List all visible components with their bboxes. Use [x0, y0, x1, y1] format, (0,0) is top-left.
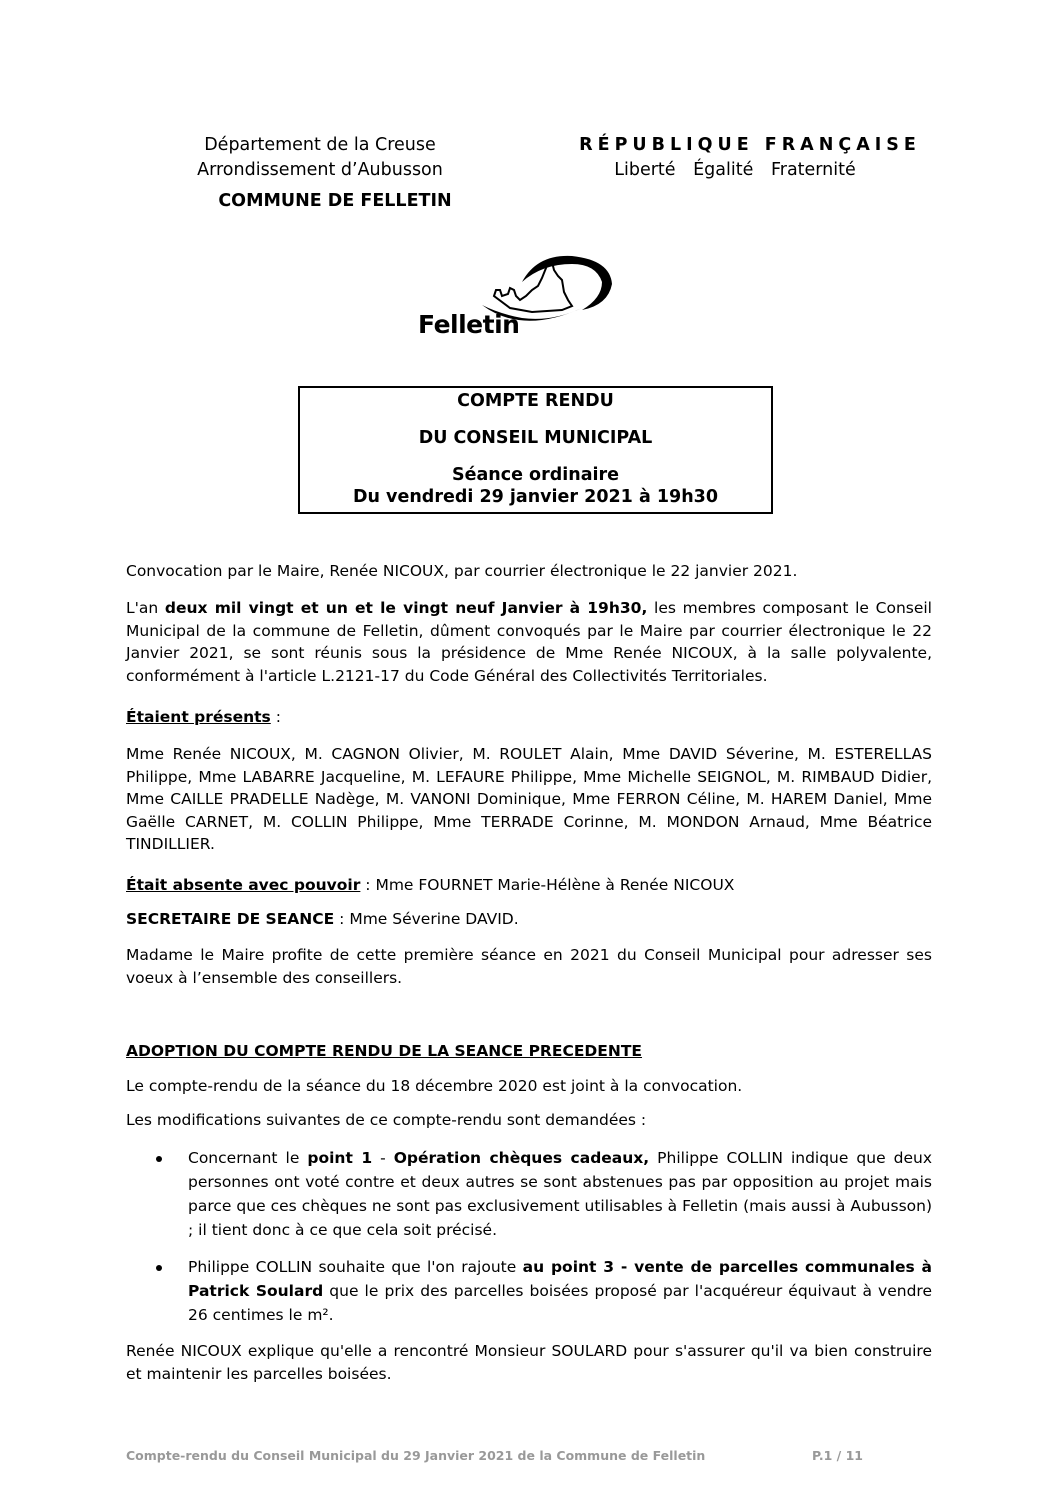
soulard-paragraph: Renée NICOUX explique qu'elle a rencontré Monsieur SOULARD pour s'assurer qu'il va bien construire et maintenir les parcelles boisées.	[126, 1342, 932, 1383]
bullet-dot	[156, 1156, 162, 1162]
b1-operation: Opération chèques cadeaux,	[393, 1149, 650, 1167]
b1-dash: -	[372, 1149, 394, 1167]
presents-list: Mme Renée NICOUX, M. CAGNON Olivier, M. ROULET Alain, Mme DAVID Séverine, M. ESTERELLAS Philippe, Mme LABARRE Jacqueline, M. LEFAURE Philippe, Mme Michelle SEIGNOL, M. RIMBAUD Didier, Mme CAILLE PRADELLE Nadège, M. VANONI Dominique, Mme FERRON Céline, M. HAREM Daniel, Mme Gaëlle CARNET, M. COLLIN Philippe, Mme TERRADE Corinne, M. MONDON Arnaud, Mme Béatrice TINDILLIER.	[126, 745, 932, 853]
motto-liberte: Liberté	[614, 160, 676, 180]
header-left	[150, 133, 490, 214]
b1-rest: Philippe COLLIN indique que deux personnes ont voté contre et deux autres se sont abstenues pas par opposition au projet mais parce que ces chèques ne sont pas exclusivement utilisables à Felletin (mais aussi à Aubusson) ; il tient donc à ce que cela soit précisé.	[188, 1149, 932, 1239]
title-box	[298, 386, 773, 514]
absent-text: : Mme FOURNET Marie-Hélène à Renée NICOUX	[360, 876, 735, 894]
title-compte-rendu: COMPTE RENDU	[457, 391, 614, 411]
page-footer	[126, 1448, 932, 1463]
title-conseil: DU CONSEIL MUNICIPAL	[418, 428, 653, 448]
department: Département de la Creuse	[204, 135, 436, 155]
presents-colon: :	[270, 708, 281, 726]
logo-text: Felletin	[418, 310, 520, 339]
secretary-label: SECRETAIRE DE SEANCE	[126, 910, 335, 928]
wishes-paragraph: Madame le Maire profite de cette première séance en 2021 du Conseil Municipal pour adresser ses voeux à l’ensemble des conseillers.	[126, 946, 932, 987]
absent-label: Était absente avec pouvoir	[126, 876, 361, 894]
presents-heading	[126, 706, 932, 729]
motto-egalite: Égalité	[693, 160, 754, 180]
b2-point: au point 3 - vente de parcelles communales à Patrick Soulard	[188, 1258, 932, 1300]
commune-name: COMMUNE DE FELLETIN	[218, 191, 452, 211]
bullet-item-1	[188, 1146, 932, 1242]
intro-start: L'an	[126, 599, 165, 617]
cr-joint-text: Le compte-rendu de la séance du 18 décembre 2020 est joint à la convocation.	[126, 1077, 743, 1095]
absent-line	[126, 874, 932, 897]
presents-label: Étaient présents	[126, 708, 271, 726]
title-date: Du vendredi 29 janvier 2021 à 19h30	[352, 487, 719, 507]
modifications-intro: Les modifications suivantes de ce compte-rendu sont demandées :	[126, 1111, 647, 1129]
secretary-line	[126, 908, 932, 931]
b2-rest: que le prix des parcelles boisées proposé par l'acquéreur équivaut à vendre 26 centimes le m².	[188, 1282, 932, 1324]
bullet-dot	[156, 1265, 162, 1271]
felletin-logo	[412, 250, 622, 350]
secretary-text: : Mme Séverine DAVID.	[334, 910, 519, 928]
title-seance: Séance ordinaire	[451, 465, 620, 485]
section-title: ADOPTION DU COMPTE RENDU DE LA SEANCE PRECEDENTE	[126, 1042, 643, 1060]
intro-rest: les membres composant le Conseil Municipal de la commune de Felletin, dûment convoqués par le Maire par courrier électronique le 22 Janvier 2021, se sont réunis sous la présidence de Mme Renée NICOUX, à la salle polyvalente, conformément à l'article L.2121-17 du Code Général des Collectivités Territoriales.	[126, 599, 932, 685]
convocation-text: Convocation par le Maire, Renée NICOUX, par courrier électronique le 22 janvier 2021.	[126, 562, 798, 580]
b2-start: Philippe COLLIN souhaite que l'on rajoute	[188, 1258, 523, 1276]
motto	[520, 158, 950, 183]
bullet-item-2	[188, 1255, 932, 1327]
intro-date-bold: deux mil vingt et un et le vingt neuf Janvier à 19h30,	[164, 599, 648, 617]
page-number: P.1 / 11	[812, 1448, 863, 1463]
b1-point: point 1	[307, 1149, 373, 1167]
b1-start: Concernant le	[188, 1149, 308, 1167]
arrondissement: Arrondissement d’Aubusson	[197, 160, 443, 180]
motto-fraternite: Fraternité	[770, 160, 856, 180]
republic-title: RÉPUBLIQUE FRANÇAISE	[579, 135, 921, 155]
footer-text: Compte-rendu du Conseil Municipal du 29 Janvier 2021 de la Commune de Felletin	[126, 1448, 706, 1463]
header-right	[520, 133, 950, 183]
intro-paragraph	[126, 597, 932, 687]
